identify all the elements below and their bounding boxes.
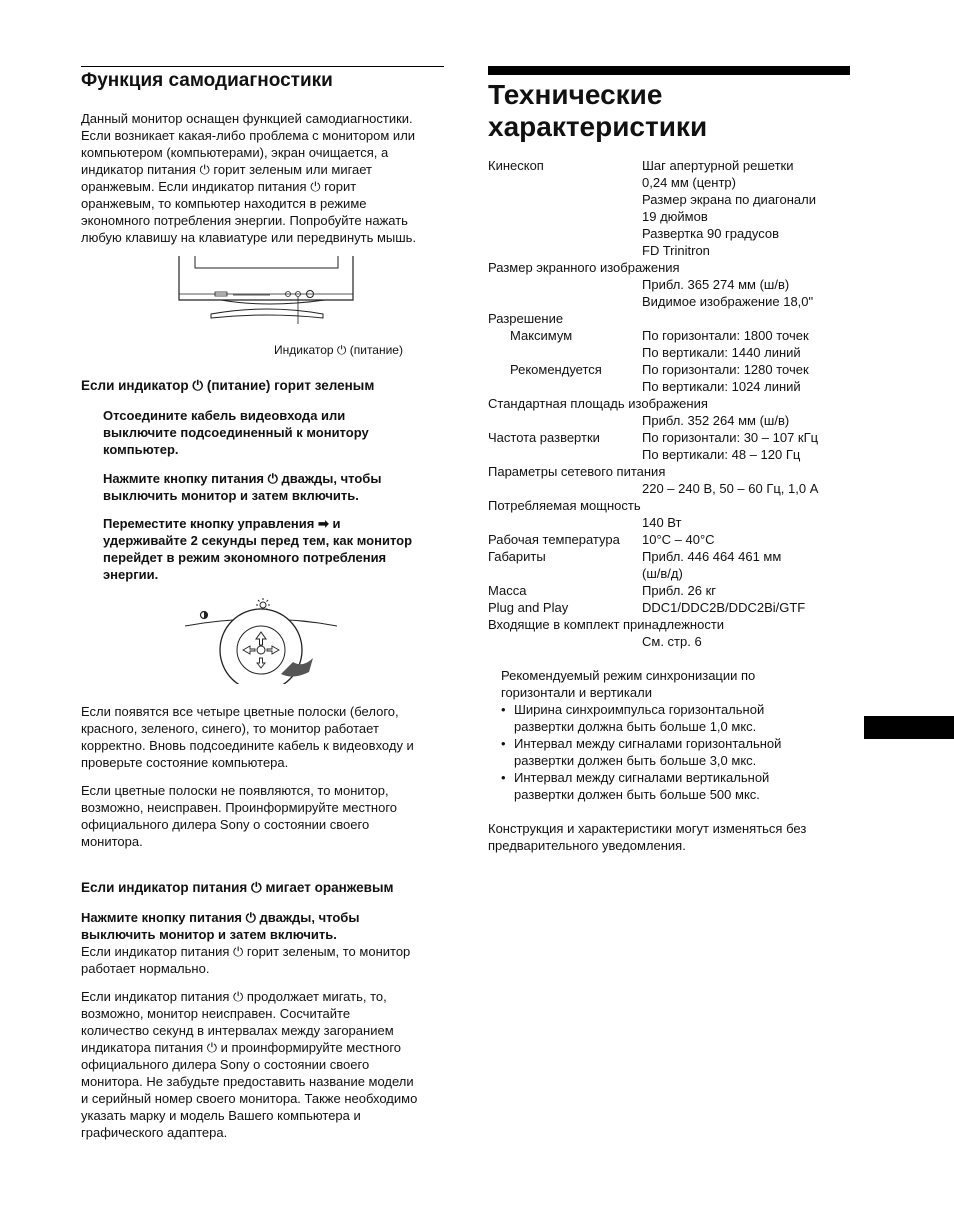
text-line: Если индикатор питания ⏻ продолжает мигать, то, [81,989,387,1004]
spec-row [488,446,818,463]
spec-label: Стандартная площадь изображения [488,396,708,411]
subsection-green [81,377,451,395]
spec-row [488,412,818,429]
step-line: перейдет в режим экономного потребления [103,550,387,565]
text-line: развертки должен быть больше 3,0 мкс. [514,753,757,768]
spec-label [488,276,642,293]
spec-label: Разрешение [488,311,564,326]
text-line: экономного потребления энергии. Попробуйте нажать [81,213,408,228]
text-line: компьютером (компьютерами), экран очищается, а [81,145,389,160]
disclaimer [488,820,850,854]
spec-label [488,412,642,429]
spec-row [488,395,818,412]
spec-row [488,157,818,174]
spec-row [488,191,818,208]
spec-label [488,344,642,361]
subsection-orange [81,879,451,897]
spec-row [488,582,818,599]
spec-label: Габариты [488,549,546,564]
spec-label [488,378,642,395]
text-line: Конструкция и характеристики могут изменяться без [488,821,807,836]
text-line: индикатор питания ⏻ горит зеленым или мигает [81,162,373,177]
text-line: графического адаптера. [81,1125,228,1140]
subsection-orange-body [81,909,451,977]
text-line: развертки должна быть больше 1,0 мкс. [514,719,757,734]
step-line: энергии. [103,567,159,582]
spec-label [488,446,642,463]
step-line: компьютер. [103,442,179,457]
spec-value: DDC1/DDC2B/DDC2Bi/GTF [642,600,806,615]
text-line: официального дилера Sony о состоянии своего [81,817,370,832]
text-line: выключить монитор и затем включить. [81,927,337,942]
step-1 [103,407,448,458]
spec-value: (ш/в/д) [642,566,683,581]
text-line: возможно, монитор неисправен. Сосчитайте [81,1006,351,1021]
spec-label [488,480,642,497]
steps-list [103,407,448,583]
text-line: указать марку и модель Вашего компьютера и [81,1108,361,1123]
text-line: Если цветные полоски не появляются, то монитор, [81,783,389,798]
text-line: работает нормально. [81,961,210,976]
spec-value: По вертикали: 48 – 120 Гц [642,447,801,462]
spec-value: По горизонтали: 1280 точек [642,362,809,377]
spec-row [488,344,818,361]
spec-label: Масса [488,583,527,598]
bars-ok-paragraph [81,703,451,771]
spec-row [488,514,818,531]
step-line: Отсоедините кабель видеовхода или [103,408,346,423]
sync-block [488,667,850,803]
step-2 [103,470,448,504]
step-line: выключите подсоединенный к монитору [103,425,369,440]
spec-row [488,208,818,225]
spec-row [488,327,818,344]
spec-row [488,378,818,395]
spec-label [488,242,642,259]
step-3 [103,515,448,583]
spec-label: Параметры сетевого питания [488,464,666,479]
spec-row [488,633,818,650]
spec-row [488,548,818,565]
spec-value: Шаг апертурной решетки [642,158,794,173]
spec-value: Прибл. 352 264 мм (ш/в) [642,413,790,428]
bullet-item [514,701,850,735]
spec-row [488,616,818,633]
spec-value: Развертка 90 градусов [642,226,779,241]
spec-row [488,531,818,548]
spec-value: По вертикали: 1024 линий [642,379,801,394]
text-line: индикатора питания ⏻ и проинформируйте местного [81,1040,402,1055]
text-line: оранжевым. Если индикатор питания ⏻ горит [81,179,357,194]
spec-value: По вертикали: 1440 линий [642,345,801,360]
step-line: выключить монитор и затем включить. [103,488,359,503]
spec-label: Максимум [510,328,573,343]
text-line: любую клавишу на клавиатуре или передвинуть мышь. [81,230,417,245]
bullet-item [514,735,850,769]
text-line: Интервал между сигналами горизонтальной [514,736,782,751]
spec-value: Прибл. 365 274 мм (ш/в) [642,277,790,292]
spec-value: Видимое изображение 18,0" [642,294,814,309]
spec-value: Размер экрана по диагонали [642,192,816,207]
spec-value: По горизонтали: 30 – 107 кГц [642,430,819,445]
final-paragraph [81,988,451,1141]
spec-value: По горизонтали: 1800 точек [642,328,809,343]
spec-label: Plug and Play [488,600,569,615]
text-line: официального дилера Sony о состоянии своего [81,1057,370,1072]
left-column [81,66,444,246]
spec-table [488,157,818,650]
section-tab-marker [864,716,954,739]
bullet-item [514,769,850,803]
text-line: развертки должен быть больше 500 мкс. [514,787,760,802]
spec-label: Рабочая температура [488,532,620,547]
text-line: оранжевым, то компьютер находится в режиме [81,196,367,211]
spec-row [488,242,818,259]
spec-label [488,514,642,531]
spec-value: 10°C – 40°C [642,532,715,547]
text-line: проверьте состояние компьютера. [81,755,289,770]
text-line: корректно. Вновь подсоедините кабель к видеовходу и [81,738,414,753]
spec-label [488,208,642,225]
spec-label [488,174,642,191]
spec-row [488,463,818,480]
spec-row [488,565,818,582]
text-line: монитора. Не забудьте предоставить название модели [81,1074,414,1089]
text-line: Если индикатор питания ⏻ горит зеленым, то монитор [81,944,411,959]
sync-bullets [501,701,850,803]
spec-row [488,497,818,514]
spec-value: 19 дюймов [642,209,708,224]
bars-missing-paragraph [81,782,451,850]
text-line: монитора. [81,834,143,849]
text-line: Рекомендуемый режим синхронизации по [501,668,756,683]
spec-label [488,191,642,208]
spec-row [488,361,818,378]
text-line: Данный монитор оснащен функцией самодиагностики. [81,111,413,126]
text-line: возможно, неисправен. Проинформируйте местного [81,800,398,815]
spec-label [488,225,642,242]
text-line: горизонтали и вертикали [501,685,652,700]
spec-row [488,310,818,327]
monitor-front-illustration [175,256,359,324]
spec-label: Входящие в комплект принадлежности [488,617,725,632]
text-line: Нажмите кнопку питания ⏻ дважды, чтобы [81,910,360,925]
spec-row [488,480,818,497]
spec-label: Кинескоп [488,158,544,173]
intro-paragraph [81,110,444,246]
spec-row [488,225,818,242]
spec-row [488,429,818,446]
spec-value: См. стр. 6 [642,634,702,649]
spec-label [488,565,642,582]
spec-label: Частота развертки [488,430,600,445]
text-line: Если возникает какая-либо проблема с монитором или [81,128,416,143]
spec-row [488,276,818,293]
text-line: Если появятся все четыре цветные полоски (белого, [81,704,399,719]
spec-label: Потребляемая мощность [488,498,641,513]
spec-row [488,259,818,276]
spec-value: Прибл. 446 464 461 мм [642,549,782,564]
step-line: Переместите кнопку управления ➡ и [103,516,341,531]
subsection-title: Если индикатор ⏻ (питание) горит зеленым [81,378,375,393]
spec-value: 220 – 240 В, 50 – 60 Гц, 1,0 А [642,481,819,496]
spec-label: Размер экранного изображения [488,260,680,275]
spec-value: FD Trinitron [642,243,710,258]
title-rule [488,66,850,75]
spec-value: Прибл. 26 кг [642,583,717,598]
section-rule [81,66,444,67]
spec-label: Рекомендуется [510,362,602,377]
spec-row [488,174,818,191]
spec-label [488,293,642,310]
text-line: Интервал между сигналами вертикальной [514,770,770,785]
step-line: Нажмите кнопку питания ⏻ дважды, чтобы [103,471,382,486]
page-title-line2: характеристики [488,111,708,142]
text-line: количество секунд в интервалах между загоранием [81,1023,394,1038]
text-line: Ширина синхроимпульса горизонтальной [514,702,765,717]
subsection-title: Если индикатор питания ⏻ мигает оранжевым [81,880,394,895]
spec-value: 0,24 мм (центр) [642,175,736,190]
spec-value: 140 Вт [642,515,682,530]
step-line: удерживайте 2 секунды перед тем, как монитор [103,533,413,548]
spec-label [488,633,642,650]
control-button-illustration [185,596,340,684]
page-title-line1: Технические [488,79,663,110]
figure-caption: Индикатор ⏻ (питание) [274,343,403,357]
section-title: Функция самодиагностики [81,70,333,91]
spec-row [488,293,818,310]
text-line: и серийный номер своего монитора. Также необходимо [81,1091,418,1106]
spec-row [488,599,818,616]
text-line: предварительного уведомления. [488,838,686,853]
right-column [488,66,850,854]
text-line: красного, зеленого, синего), то монитор работает [81,721,379,736]
